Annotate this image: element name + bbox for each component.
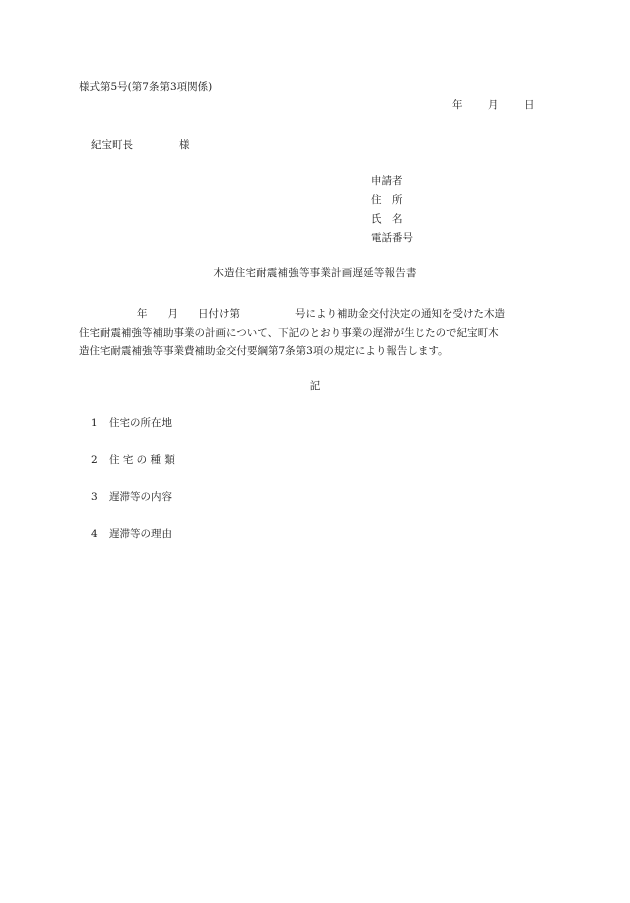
date-month-label: 月	[488, 99, 499, 111]
body-dated: 日付け第	[198, 308, 240, 320]
addressee-name: 紀宝町長	[91, 139, 133, 151]
body-line-1-rest: 号により補助金交付決定の通知を受けた木造	[295, 308, 505, 320]
date-year-label: 年	[452, 99, 463, 111]
item-label: 住 宅 の 種 類	[109, 454, 175, 466]
item-list	[91, 418, 175, 566]
list-item	[91, 492, 175, 529]
item-label: 遅滞等の理由	[109, 528, 172, 540]
list-item	[91, 455, 175, 492]
applicant-label: 申請者	[371, 175, 403, 187]
item-number: 4	[91, 528, 98, 540]
date-line	[452, 100, 535, 111]
list-item	[91, 418, 175, 455]
item-number: 2	[91, 454, 98, 466]
list-item	[91, 529, 175, 566]
applicant-address-label: 住 所	[371, 194, 403, 206]
body-paragraph	[79, 305, 529, 361]
addressee-honorific: 様	[179, 139, 190, 151]
date-day-label: 日	[524, 99, 535, 111]
body-year: 年	[137, 308, 148, 320]
document-title: 木造住宅耐震補強等事業計画遅延等報告書	[213, 267, 417, 279]
item-number: 3	[91, 491, 98, 503]
body-line-2: 住宅耐震補強等補助事業の計画について、下記のとおり事業の遅滞が生じたので紀宝町木	[79, 326, 499, 339]
applicant-phone-label: 電話番号	[371, 232, 413, 244]
addressee	[91, 140, 190, 151]
body-month: 月	[167, 308, 178, 320]
body-line-1	[79, 305, 529, 324]
item-number: 1	[91, 417, 98, 429]
body-line-3: 造住宅耐震補強等事業費補助金交付要綱第7条第3項の規定により報告します。	[79, 345, 449, 357]
applicant-block	[371, 176, 413, 252]
ki-heading: 記	[309, 380, 321, 392]
item-label: 遅滞等の内容	[109, 491, 172, 503]
applicant-name-label: 氏 名	[371, 213, 403, 225]
form-number: 様式第5号(第7条第3項関係)	[79, 81, 213, 93]
item-label: 住宅の所在地	[109, 417, 172, 429]
